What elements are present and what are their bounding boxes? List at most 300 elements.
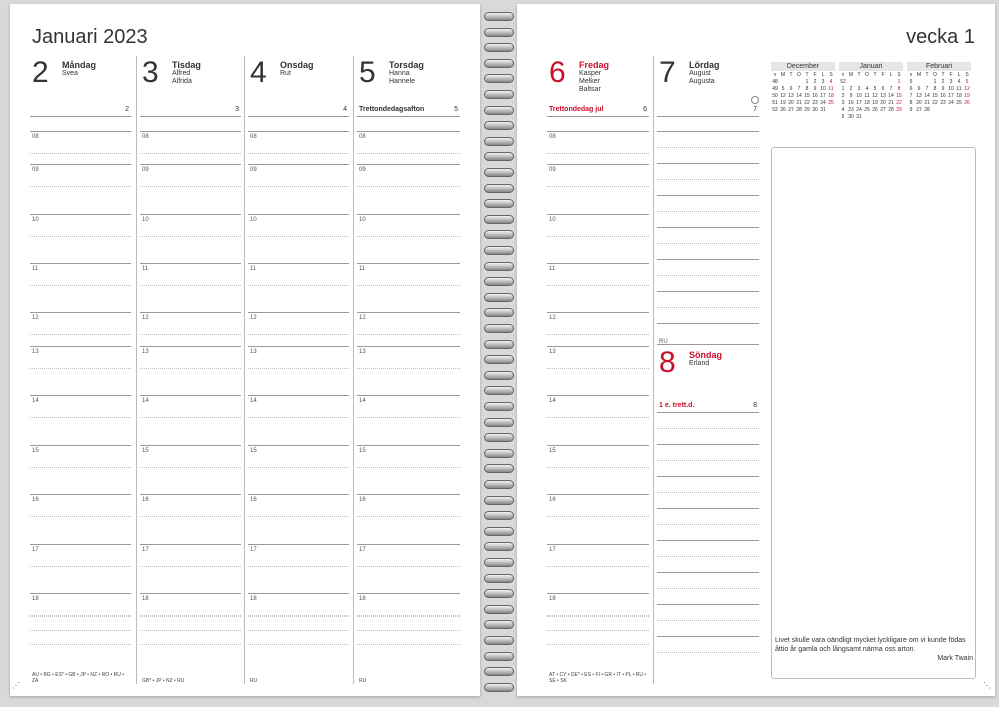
hour-rule (547, 395, 649, 396)
quote (775, 636, 973, 663)
half-hour-rule (357, 236, 460, 237)
spiral-coil (484, 199, 514, 208)
day-of-year: 2 (125, 106, 129, 113)
calendar-date (887, 78, 895, 85)
day-number: 8 (659, 346, 676, 379)
weekday-label: O (865, 71, 869, 78)
name-day-names: Hanna Hannele (389, 70, 416, 85)
day-of-year: 3 (235, 106, 239, 113)
calendar-date: 5 (841, 113, 845, 120)
hour-label: 12 (549, 315, 556, 321)
weekday-label: S (897, 71, 901, 78)
half-hour-rule (248, 236, 349, 237)
hour-label: 18 (549, 596, 556, 602)
half-hour-rule (140, 334, 241, 335)
weekday-label: L (889, 71, 893, 78)
line-rule (657, 444, 759, 445)
hour-label: 12 (32, 315, 39, 321)
day-header (547, 56, 649, 116)
note-rule (248, 616, 349, 617)
calendar-date: 10 (820, 85, 826, 92)
calendar-date: 22 (932, 99, 938, 106)
name-day-names: August Augusta (689, 70, 715, 85)
hour-label: 18 (142, 596, 149, 602)
half-hour-rule (547, 334, 649, 335)
mini-calendar-februari (907, 62, 971, 113)
spiral-coil (484, 277, 514, 286)
hour-label: 17 (549, 547, 556, 553)
half-hour-rule (140, 186, 241, 187)
hour-label: 11 (32, 266, 39, 272)
calendar-date: 1 (841, 85, 845, 92)
hour-label: 14 (549, 398, 556, 404)
half-hour-rule (248, 334, 349, 335)
weekday-label: M (780, 71, 786, 78)
hour-label: 08 (142, 134, 149, 140)
calendar-date: 6 (917, 85, 921, 92)
hour-rule (140, 593, 241, 594)
hour-label: 18 (250, 596, 257, 602)
day-of-year: 5 (454, 106, 458, 113)
calendar-date: 12 (780, 92, 786, 99)
line-rule (657, 428, 759, 429)
hour-rule (30, 131, 131, 132)
line-rule (657, 243, 759, 244)
hour-label: 15 (32, 448, 39, 454)
spiral-coil (484, 28, 514, 37)
mini-calendar-grid (771, 71, 835, 113)
calendar-date: 14 (888, 92, 894, 99)
calendar-date: 6 (909, 85, 913, 92)
half-hour-rule (248, 417, 349, 418)
half-hour-rule (248, 186, 349, 187)
spiral-coil (484, 355, 514, 364)
calendar-date: 15 (896, 92, 902, 99)
name-day-names: Kasper Melker Baltsar (579, 70, 602, 93)
day-number: 2 (32, 56, 49, 89)
hour-rule (547, 445, 649, 446)
half-hour-rule (30, 566, 131, 567)
hour-label: 11 (250, 266, 257, 272)
half-hour-rule (140, 566, 241, 567)
calendar-date: 3 (857, 85, 861, 92)
calendar-date: 26 (780, 106, 786, 113)
note-rule (357, 644, 460, 645)
weekday-label: F (813, 71, 817, 78)
calendar-date: 30 (812, 106, 818, 113)
calendar-date: 2 (941, 78, 945, 85)
hour-label: 11 (142, 266, 149, 272)
column-divider (244, 56, 245, 684)
hour-rule (30, 312, 131, 313)
calendar-date (855, 78, 863, 85)
name-day-names: Erland (689, 360, 710, 367)
column-divider (653, 56, 654, 684)
spiral-coil (484, 308, 514, 317)
half-hour-rule (547, 236, 649, 237)
line-rule (657, 211, 759, 212)
half-hour-rule (30, 516, 131, 517)
calendar-date: 5 (965, 78, 969, 85)
hour-rule (140, 346, 241, 347)
half-hour-rule (547, 417, 649, 418)
hour-label: 17 (250, 547, 257, 553)
line-rule (657, 179, 759, 180)
calendar-date: 52 (840, 78, 846, 85)
day-header (248, 56, 349, 116)
calendar-date (787, 78, 795, 85)
hour-rule (140, 164, 241, 165)
note-rule (140, 644, 241, 645)
country-holidays: RU (359, 678, 367, 684)
calendar-date: 12 (964, 85, 970, 92)
calendar-date: 18 (864, 99, 870, 106)
hour-rule (248, 164, 349, 165)
weekday-label: v (773, 71, 777, 78)
calendar-date: 8 (909, 99, 913, 106)
hour-rule (547, 164, 649, 165)
line-rule (657, 508, 759, 509)
half-hour-rule (248, 153, 349, 154)
calendar-date: 7 (797, 85, 801, 92)
day-column-2 (30, 56, 131, 684)
name-day-names: Alfred Alfrida (172, 70, 192, 85)
day-header (357, 56, 460, 116)
day-name: Tisdag (172, 60, 201, 70)
spiral-coil (484, 386, 514, 395)
spiral-coil (484, 589, 514, 598)
spiral-coil (484, 262, 514, 271)
holiday-label: 1 e. trett.d. (659, 402, 695, 409)
weekday-label: S (965, 71, 969, 78)
spiral-coil (484, 433, 514, 442)
calendar-date: 26 (872, 106, 878, 113)
name-day-names: Rut (280, 70, 291, 77)
line-rule (657, 556, 759, 557)
day-of-year: 7 (753, 106, 757, 113)
calendar-date: 4 (829, 78, 833, 85)
half-hour-rule (30, 334, 131, 335)
hour-label: 10 (359, 217, 366, 223)
line-rule (657, 147, 759, 148)
spiral-coil (484, 293, 514, 302)
spiral-coil (484, 168, 514, 177)
spiral-coil (484, 667, 514, 676)
calendar-date: 16 (940, 92, 946, 99)
spiral-coil (484, 12, 514, 21)
calendar-date: 9 (909, 106, 913, 113)
half-hour-rule (248, 285, 349, 286)
calendar-date: 25 (828, 99, 834, 106)
half-hour-rule (547, 186, 649, 187)
hour-label: 09 (250, 167, 257, 173)
note-rule (30, 644, 131, 645)
hour-rule (30, 445, 131, 446)
hour-label: 13 (250, 349, 257, 355)
calendar-date: 15 (804, 92, 810, 99)
calendar-date (923, 78, 931, 85)
country-holidays: GB* • JP • NZ • RU (142, 678, 185, 684)
half-hour-rule (357, 186, 460, 187)
calendar-date: 20 (880, 99, 886, 106)
right-page (517, 4, 995, 696)
note-rule (248, 630, 349, 631)
hour-rule (248, 494, 349, 495)
weekday-label: M (916, 71, 922, 78)
hour-rule (30, 164, 131, 165)
half-hour-rule (357, 368, 460, 369)
day-column-5 (357, 56, 460, 684)
calendar-date (871, 78, 879, 85)
day-number: 7 (659, 56, 676, 89)
hour-label: 15 (359, 448, 366, 454)
spiral-coil (484, 605, 514, 614)
half-hour-rule (547, 516, 649, 517)
calendar-date: 2 (849, 85, 853, 92)
day-column-3 (140, 56, 241, 684)
spiral-coil (484, 90, 514, 99)
half-hour-rule (30, 153, 131, 154)
header-rule (248, 116, 349, 117)
calendar-date: 19 (964, 92, 970, 99)
line-rule (657, 636, 759, 637)
hour-rule (30, 346, 131, 347)
mini-calendar-grid (839, 71, 903, 120)
calendar-date: 10 (856, 92, 862, 99)
hour-rule (547, 593, 649, 594)
spiral-coil (484, 121, 514, 130)
header-rule (657, 116, 759, 117)
calendar-date: 24 (820, 99, 826, 106)
calendar-date: 28 (796, 106, 802, 113)
hour-rule (140, 395, 241, 396)
hour-label: 13 (142, 349, 149, 355)
day-number: 3 (142, 56, 159, 89)
half-hour-rule (140, 236, 241, 237)
calendar-date (887, 113, 895, 120)
column-divider (353, 56, 354, 684)
calendar-date: 16 (812, 92, 818, 99)
half-hour-rule (547, 285, 649, 286)
half-hour-rule (357, 467, 460, 468)
spiral-coil (484, 137, 514, 146)
calendar-date: 8 (897, 85, 901, 92)
hour-label: 16 (250, 497, 257, 503)
hour-label: 08 (250, 134, 257, 140)
hour-label: 16 (142, 497, 149, 503)
hour-label: 09 (142, 167, 149, 173)
day-name: Söndag (689, 350, 722, 360)
note-rule (30, 616, 131, 617)
calendar-date: 7 (889, 85, 893, 92)
day-column-6 (547, 56, 649, 684)
line-rule (657, 259, 759, 260)
hour-label: 14 (32, 398, 39, 404)
hour-label: 17 (32, 547, 39, 553)
day-name: Onsdag (280, 60, 314, 70)
hour-label: 15 (142, 448, 149, 454)
calendar-date: 4 (957, 78, 961, 85)
calendar-date (879, 78, 887, 85)
header-rule (140, 116, 241, 117)
calendar-date: 22 (896, 99, 902, 106)
notes-box[interactable] (771, 147, 976, 679)
spiral-coil (484, 620, 514, 629)
hour-rule (357, 346, 460, 347)
weekday-label: T (857, 71, 861, 78)
weekday-label: T (925, 71, 929, 78)
calendar-date: 20 (916, 99, 922, 106)
day-name: Måndag (62, 60, 97, 70)
calendar-date: 21 (924, 99, 930, 106)
mini-calendar-month: Januari (839, 62, 903, 71)
line-rule (657, 412, 759, 413)
half-hour-rule (248, 467, 349, 468)
weekday-label: F (949, 71, 953, 78)
calendar-date: 24 (856, 106, 862, 113)
hour-label: 14 (250, 398, 257, 404)
hour-rule (547, 544, 649, 545)
note-rule (357, 616, 460, 617)
line-rule (657, 307, 759, 308)
hour-label: 10 (250, 217, 257, 223)
calendar-date (963, 106, 971, 113)
calendar-date (863, 78, 871, 85)
day-header (30, 56, 131, 116)
hour-rule (357, 544, 460, 545)
calendar-date: 31 (856, 113, 862, 120)
half-hour-rule (30, 186, 131, 187)
name-day-names: Svea (62, 70, 78, 77)
weekday-label: T (941, 71, 945, 78)
calendar-date (939, 106, 947, 113)
calendar-date (871, 113, 879, 120)
corner-perforation: ⋱ (983, 681, 991, 690)
spiral-coil (484, 402, 514, 411)
calendar-date: 16 (848, 99, 854, 106)
spiral-coil (484, 340, 514, 349)
hour-label: 15 (549, 448, 556, 454)
quote-text: Livet skulle vara oändligt mycket lyckligare om vi kunde födas åttio år gamla och långsamt närma oss arton. (775, 637, 966, 653)
calendar-date (955, 106, 963, 113)
hour-rule (140, 445, 241, 446)
calendar-date: 13 (788, 92, 794, 99)
line-rule (657, 588, 759, 589)
hour-label: 08 (549, 134, 556, 140)
spiral-coil (484, 215, 514, 224)
weekday-label: L (821, 71, 825, 78)
line-rule (657, 604, 759, 605)
half-hour-rule (248, 566, 349, 567)
spiral-coil (484, 511, 514, 520)
hour-rule (357, 395, 460, 396)
column-divider (136, 56, 137, 684)
calendar-date: 11 (956, 85, 962, 92)
spiral-coil (484, 542, 514, 551)
hour-label: 14 (359, 398, 366, 404)
day-of-year: 6 (643, 106, 647, 113)
hour-rule (547, 131, 649, 132)
hour-label: 11 (549, 266, 556, 272)
calendar-date: 31 (820, 106, 826, 113)
weekday-label: L (957, 71, 961, 78)
spiral-coil (484, 480, 514, 489)
holiday-label: Trettondedag jul (549, 106, 604, 113)
calendar-date: 5 (909, 78, 913, 85)
line-rule (657, 492, 759, 493)
hour-rule (248, 312, 349, 313)
half-hour-rule (357, 153, 460, 154)
hour-rule (357, 263, 460, 264)
hour-rule (248, 544, 349, 545)
hour-rule (140, 494, 241, 495)
half-hour-rule (248, 516, 349, 517)
hour-rule (30, 263, 131, 264)
hour-rule (357, 164, 460, 165)
calendar-date: 25 (864, 106, 870, 113)
spiral-coil (484, 527, 514, 536)
hour-rule (357, 445, 460, 446)
day-column-7 (657, 56, 759, 345)
calendar-date: 1 (897, 78, 901, 85)
calendar-date: 5 (873, 85, 877, 92)
calendar-date: 10 (948, 85, 954, 92)
hour-label: 16 (549, 497, 556, 503)
calendar-date: 23 (812, 99, 818, 106)
calendar-date: 17 (820, 92, 826, 99)
mini-calendar-december (771, 62, 835, 113)
spiral-binding (482, 8, 516, 698)
day-header (140, 56, 241, 116)
calendar-date: 30 (848, 113, 854, 120)
hour-rule (140, 214, 241, 215)
month-title: Januari 2023 (32, 26, 148, 48)
quote-author: Mark Twain (937, 655, 973, 662)
hour-rule (357, 131, 460, 132)
calendar-date: 13 (880, 92, 886, 99)
calendar-date: 22 (804, 99, 810, 106)
calendar-date: 21 (888, 99, 894, 106)
hour-rule (357, 312, 460, 313)
spiral-coil (484, 59, 514, 68)
note-rule (30, 630, 131, 631)
hour-rule (30, 544, 131, 545)
calendar-date: 15 (932, 92, 938, 99)
line-rule (657, 275, 759, 276)
note-rule (248, 644, 349, 645)
hour-label: 18 (359, 596, 366, 602)
calendar-date: 14 (924, 92, 930, 99)
calendar-date: 48 (772, 78, 778, 85)
calendar-date: 4 (865, 85, 869, 92)
calendar-date: 24 (948, 99, 954, 106)
hour-rule (357, 214, 460, 215)
corner-perforation: ⋰ (12, 681, 20, 690)
calendar-date: 21 (796, 99, 802, 106)
calendar-date: 25 (956, 99, 962, 106)
day-name: Torsdag (389, 60, 424, 70)
hour-rule (357, 593, 460, 594)
day-number: 6 (549, 56, 566, 89)
hour-rule (248, 263, 349, 264)
hour-label: 12 (250, 315, 257, 321)
spiral-coil (484, 449, 514, 458)
holiday-label: Trettondedagsafton (359, 106, 425, 113)
day-name: Fredag (579, 60, 610, 70)
calendar-date: 28 (888, 106, 894, 113)
hour-rule (140, 312, 241, 313)
hour-rule (248, 214, 349, 215)
